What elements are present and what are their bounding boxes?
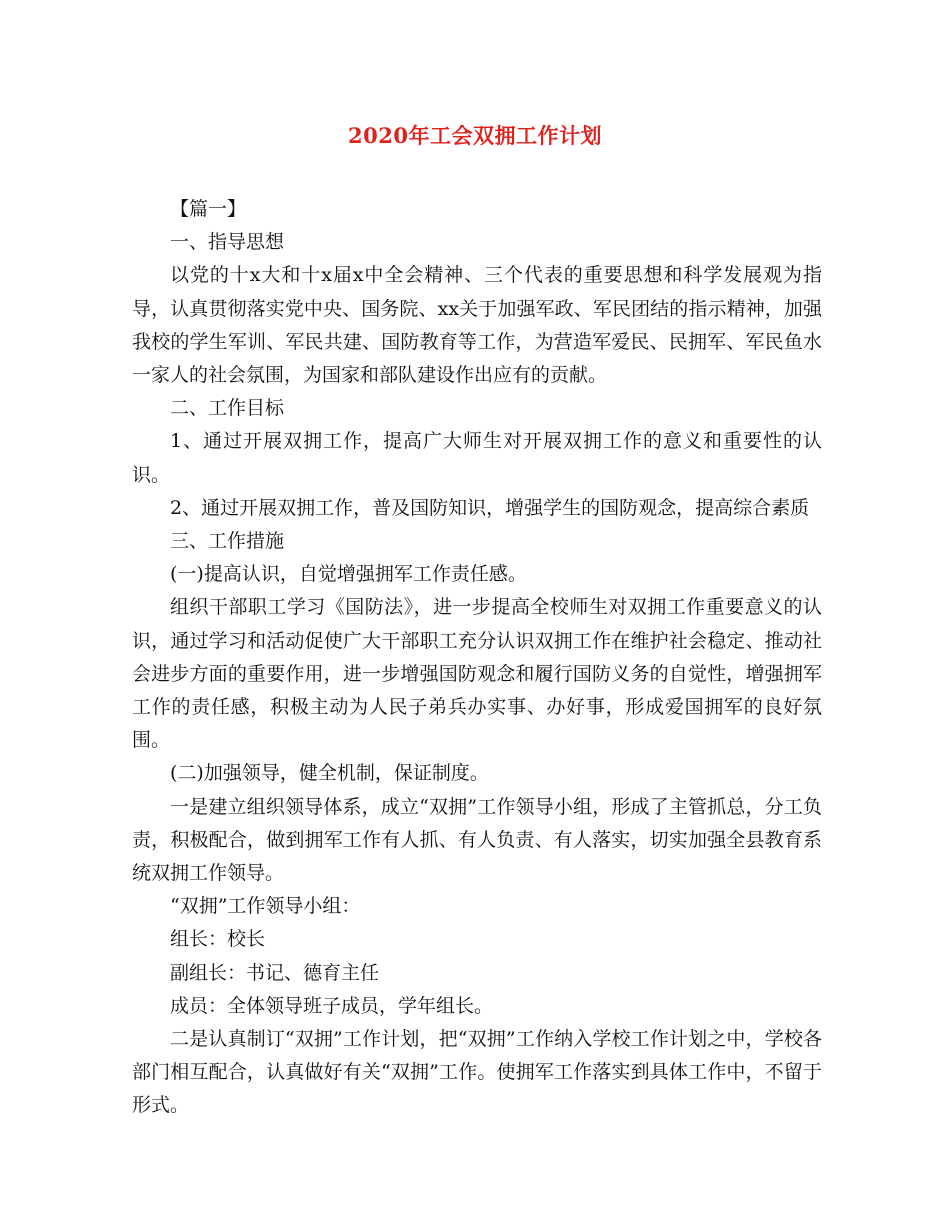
- paragraph-raise-awareness: 组织干部职工学习《国防法》，进一步提高全校师生对双拥工作重要意义的认识，通过学习和活动促使广大干部职工充分认识双拥工作在维护社会稳定、推动社会进步方面的重要作用，进一步增强国防观念和履行国防义务的自觉性，增强拥军工作的责任感，积极主动为人民子弟兵办实事、办好事，形成爱国拥军的良好氛围。: [132, 596, 822, 752]
- goal-item-1: 1、通过开展双拥工作，提高广大师生对开展双拥工作的意义和重要性的认识。: [132, 430, 822, 486]
- document-title: 2020年工会双拥工作计划: [348, 123, 602, 148]
- document-body: [132, 193, 822, 1123]
- group-members: 成员：全体领导班子成员，学年组长。: [170, 994, 494, 1017]
- group-leader: 组长：校长: [170, 928, 266, 951]
- subheading-strengthen-leadership: (二)加强领导，健全机制，保证制度。: [170, 762, 489, 785]
- section-heading-part-one: 【篇一】: [170, 198, 247, 220]
- subheading-raise-awareness: (一)提高认识，自觉增强拥军工作责任感。: [170, 563, 527, 586]
- paragraph-leadership-system: 一是建立组织领导体系，成立“双拥”工作领导小组，形成了主管抓总，分工负责，积极配合，做到拥军工作有人抓、有人负责、有人落实，切实加强全县教育系统双拥工作领导。: [132, 795, 822, 885]
- heading-work-goals: 二、工作目标: [170, 397, 285, 420]
- goal-item-2: 2、通过开展双拥工作，普及国防知识，增强学生的国防观念，提高综合素质: [170, 496, 810, 519]
- heading-guiding-ideology: 一、指导思想: [170, 231, 285, 254]
- group-deputy-leader: 副组长：书记、德育主任: [170, 961, 380, 984]
- heading-work-measures: 三、工作措施: [170, 530, 285, 553]
- paragraph-work-plan: 二是认真制订“双拥”工作计划，把“双拥”工作纳入学校工作计划之中，学校各部门相互配合，认真做好有关“双拥”工作。使拥军工作落实到具体工作中，不留于形式。: [132, 1028, 822, 1117]
- leadership-group-heading: “双拥”工作领导小组：: [170, 895, 361, 918]
- paragraph-guiding-ideology: 以党的十x大和十x届x中全会精神、三个代表的重要思想和科学发展观为指导，认真贯彻落实党中央、国务院、xx关于加强军政、军民团结的指示精神，加强我校的学生军训、军民共建、国防教育等工作，为营造军爱民、民拥军、军民鱼水一家人的社会氛围，为国家和部队建设作出应有的贡献。: [132, 264, 822, 387]
